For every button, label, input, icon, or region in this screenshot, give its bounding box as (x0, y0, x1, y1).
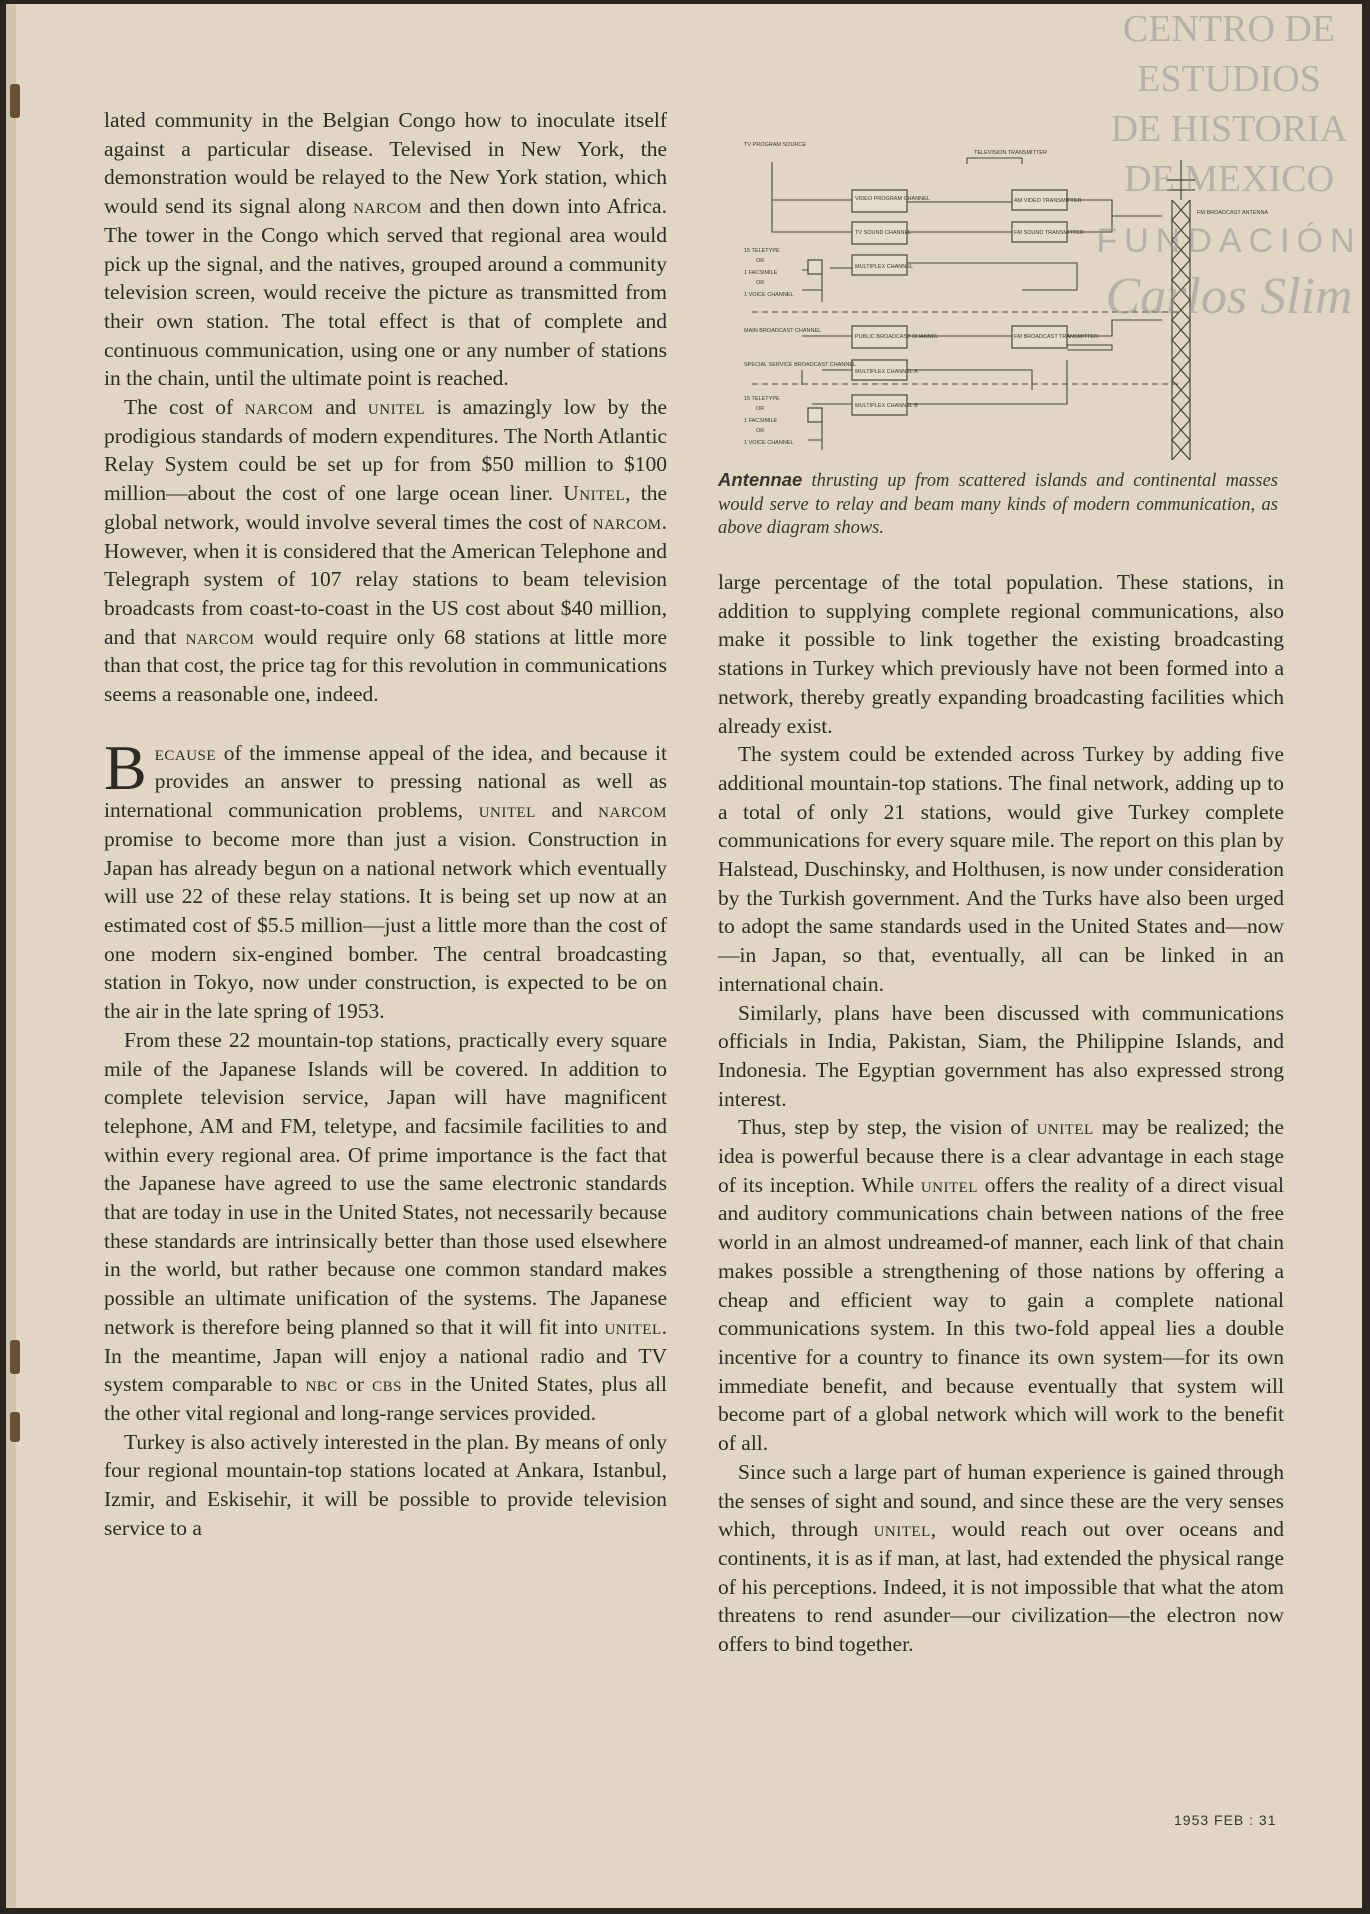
binding-tab (10, 1340, 20, 1374)
diagram-label: TELEVISION TRANSMITTER (974, 150, 1047, 156)
binding-tab (10, 84, 20, 118)
binding-tab (10, 1412, 20, 1442)
diagram-label: OR (756, 280, 765, 286)
paragraph: The cost of narcom and unitel is amazingly low by the prodigious standards of modern expenditures. The North Atlantic Relay System could be set up for from $50 million to $100 million—about the cost of one large ocean liner. Unitel, the global network, would involve several times the cost of narcom. However, when it is considered that the American Telephone and Telegraph system of 107 relay stations to beam television broadcasts from coast-to-coast in the US cost about $40 million, and that narcom would require only 68 stations at little more than that cost, the price tag for this revolution in communications seems a reasonable one, indeed. (104, 395, 668, 707)
paragraph: Similarly, plans have been discussed with communications officials in India, Pakistan, Siam, the Philippine Islands, and Indonesia. The Egyptian government has also expressed strong interest. (718, 1000, 1284, 1111)
left-column (104, 106, 667, 1542)
paragraph: Turkey is also actively interested in the plan. By means of only four regional mountain-top stations located at Ankara, Istanbul, Izmir, and Eskisehir, it will be possible to provide television service to a (104, 1429, 667, 1540)
diagram-label: 1 VOICE CHANNEL (744, 440, 794, 446)
paragraph: Because of the immense appeal of the idea, and because it provides an answer to pressing national as well as international communication problems, unitel and narcom promise to become more than just a vision. Construction in Japan has already begun on a national network which eventually will use 22 of these relay stations. It is being set up now at an estimated cost of $5.5 million—just a little more than the cost of one modern six-engined bomber. The central broadcasting station in Tokyo, now under construction, is expected to be on the air in the late spring of 1953. (104, 731, 668, 1024)
diagram-label: 15 TELETYPE (744, 248, 780, 254)
diagram-label: TV PROGRAM SOURCE (744, 142, 807, 148)
diagram-label: FM BROADCAST TRANSMITTER (1014, 334, 1099, 340)
diagram-label: OR (756, 428, 765, 434)
paragraph: Thus, step by step, the vision of unitel may be realized; the idea is powerful because there is a clear advantage in each stage of its inception. While unitel offers the reality of a direct visual and auditory communications chain between nations of the free world in an almost undreamed-of manner, each link of that chain makes possible a strengthening of those nations by offering a cheap and efficient way to gain a complete national communications system. In this two-fold appeal lies a double incentive for a country to finance its own system—for its own immediate benefit, and because eventually that system will become part of a global network which will work to the benefit of all. (718, 1115, 1285, 1456)
diagram-label: MULTIPLEX CHANNEL (855, 264, 913, 270)
diagram-label: 1 FACSIMILE (744, 270, 778, 276)
archive-watermark: CENTRO DE ESTUDIOS DE HISTORIA DE MEXICO FUNDACIÓN Carlos Slim (1096, 8, 1362, 325)
diagram-label: MAIN BROADCAST CHANNEL (744, 328, 822, 334)
diagram-label: VIDEO PROGRAM CHANNEL (855, 196, 930, 202)
caption-lead: Antennae (718, 469, 803, 490)
diagram-caption: Antennae thrusting up from scattered islands and continental masses would serve to relay and beam many kinds of modern communication, as above diagram shows. (718, 469, 1278, 538)
diagram-label: OR (756, 258, 765, 264)
paragraph: Since such a large part of human experience is gained through the senses of sight and sound, and since these are the very senses which, through unitel, would reach out over oceans and continents, it is as if man, at last, had extended the physical range of his perceptions. Indeed, it is not impossible that what the atom threatens to rend asunder—our civilization—the electron now offers to bind together. (718, 1459, 1284, 1657)
drop-cap: B (104, 731, 147, 803)
diagram-label: AM VIDEO TRANSMITTER (1014, 198, 1082, 204)
diagram-label: TV SOUND CHANNEL (855, 230, 912, 236)
right-column (718, 568, 1284, 1659)
diagram-label: SPECIAL SERVICE BROADCAST CHANNEL (744, 362, 857, 368)
paragraph: large percentage of the total population. These stations, in addition to supplying complete regional communications, also make it possible to link together the existing broadcasting stations in Turkey which previously have not been formed into a network, thereby greatly expanding broadcasting facilities which already exist. (718, 570, 1284, 738)
diagram-label: 15 TELETYPE (744, 396, 780, 402)
diagram-label: MULTIPLEX CHANNEL B (855, 403, 918, 409)
diagram-label: 1 FACSIMILE (744, 418, 778, 424)
diagram-label: 1 VOICE CHANNEL (744, 292, 794, 298)
magazine-page (6, 4, 1362, 1908)
page-binding-edge (6, 4, 16, 1908)
diagram-label: OR (756, 406, 765, 412)
diagram-label: PUBLIC BROADCAST CHANNEL (855, 334, 939, 340)
paragraph: From these 22 mountain-top stations, practically every square mile of the Japanese Islands will be covered. In addition to complete television service, Japan will have magnificent telephone, AM and FM, teletype, and facsimile facilities to and within every regional area. Of prime importance is the fact that the Japanese have agreed to use the same electronic standards that are today in use in the United States, not necessarily because these standards are intrinsically better than those used elsewhere in the world, but rather because one common standard makes possible an ultimate unification of the systems. The Japanese network is therefore being planned so that it will fit into unitel. In the meantime, Japan will enjoy a national radio and TV system comparable to nbc or cbs in the United States, plus all the other vital regional and long-range services provided. (104, 1027, 667, 1425)
diagram-label: MULTIPLEX CHANNEL A (855, 369, 918, 375)
diagram-label: FM BROADCAST ANTENNA (1197, 210, 1269, 216)
paragraph: The system could be extended across Turkey by adding five additional mountain-top stations. The final network, adding up to a total of only 21 stations, would give Turkey complete communications for every square mile. The report on this plan by Halstead, Duschinsky, and Holthusen, is now under consideration by the Turkish government. And the Turks have also been urged to adopt the same standards used in the United States and—now—in Japan, so that, eventually, all can be linked in an international chain. (718, 742, 1284, 996)
diagram-label: FM SOUND TRANSMITTER (1014, 230, 1084, 236)
paragraph: lated community in the Belgian Congo how to inoculate itself against a particular disease. Televised in New York, the demonstration would be relayed to the New York station, which would send its signal along narcom and then down into Africa. The tower in the Congo which served that regional area would pick up the signal, and the natives, grouped around a community television screen, would receive the picture as transmitted from their own station. The total effect is that of complete and continuous communication, using one or any number of stations in the chain, until the ultimate point is reached. (104, 108, 667, 391)
page-folio: 1953 FEB : 31 (1174, 1812, 1277, 1828)
